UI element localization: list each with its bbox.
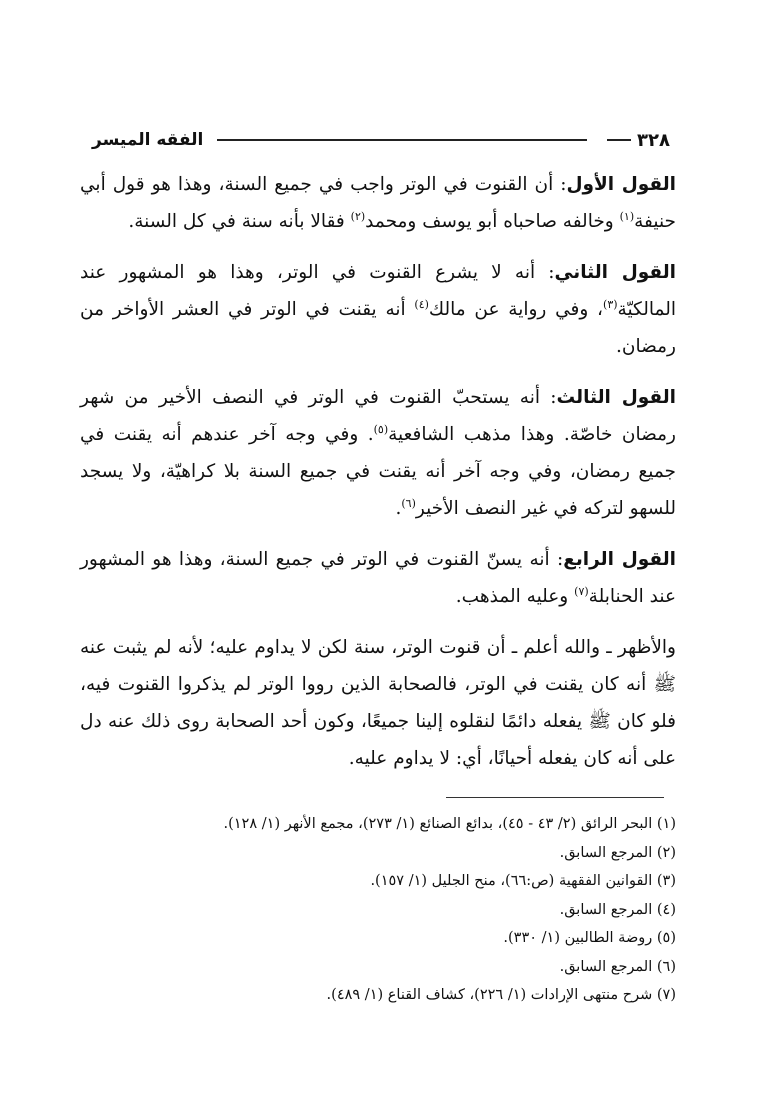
footnote: (٣) القوانين الفقهية (ص:٦٦)، منح الجليل (١/ ١٥٧). [370,873,676,889]
opinion-label: القول الرابع [563,549,676,570]
footnote-divider [446,797,664,798]
footnote: (٦) المرجع السابق. [559,958,676,975]
footnote: (٧) شرح منتهى الإرادات (١/ ٢٢٦)، كشاف القناع (١/ ٤٨٩). [326,987,676,1003]
footnote-ref: (٤) [414,297,429,311]
main-text [80,166,676,791]
footnote-ref: (٢) [350,209,366,223]
page-number: ٣٢٨ [637,129,670,151]
footnote: (٤) المرجع السابق. [559,901,676,918]
footnotes [90,810,676,1010]
header-rule-short [607,139,631,141]
footnote-ref: (٧) [574,584,589,598]
opinion-label: القول الأول [566,174,676,195]
footnote: (١) البحر الرائق (٢/ ٤٣ - ٤٥)، بدائع الصنائع (١/ ٢٧٣)، مجمع الأنهر (١/ ١٢٨). [223,816,676,832]
footnote-ref: (٦) [401,496,416,510]
header-rule [217,139,587,141]
paragraph-second-opinion: القول الثاني: أنه لا يشرع القنوت في الوتر، وهذا هو المشهور عند المالكيّة$^{(٣)}$، وفي رواية عن مالك$^{(٤)}$ أنه يقنت في الوتر في العشر الأواخر من رمضان. [80,262,676,357]
opinion-label: القول الثالث [556,387,676,408]
footnote: (٢) المرجع السابق. [559,844,676,861]
footnote: (٥) روضة الطالبين (١/ ٣٣٠). [503,930,676,946]
page-header [92,126,670,154]
paragraph-first-opinion: القول الأول: أن القنوت في الوتر واجب في جميع السنة، وهذا هو قول أبي حنيفة$^{(١)}$ وخالفه صاحباه أبو يوسف ومحمد$^{(٢)}$ فقالا بأنه سنة في كل السنة. [80,174,676,232]
opinion-label: القول الثاني [554,262,676,283]
footnote-ref: (٣) [603,297,618,311]
paragraph-conclusion: والأظهر ـ والله أعلم ـ أن قنوت الوتر، سنة لكن لا يداوم عليه؛ لأنه لم يثبت عنه ﷺ أنه كان يقنت في الوتر، فالصحابة الذين رووا الوتر لم يذكروا القنوت فيه، فلو كان ﷺ يفعله دائمًا لنقلوه إلينا جميعًا، وكون أحد الصحابة روى ذلك عنه دل على أنه كان يفعله أحيانًا، أي: لا يداوم عليه. [80,637,676,769]
paragraph-third-opinion: القول الثالث: أنه يستحبّ القنوت في الوتر في النصف الأخير من شهر رمضان خاصّة. وهذا مذهب الشافعية$^{(٥)}$. وفي وجه آخر عندهم أنه يقنت في جميع رمضان، وفي وجه آخر أنه يقنت في جميع السنة بلا كراهيّة، ولا يسجد للسهو لتركه في غير النصف الأخير$^{(٦)}$. [80,387,676,519]
book-title: الفقه الميسر [92,130,204,150]
footnote-ref: (٥) [373,422,389,436]
paragraph-fourth-opinion: القول الرابع: أنه يسنّ القنوت في الوتر في جميع السنة، وهذا هو المشهور عند الحنابلة$^{(٧)}$ وعليه المذهب. [80,549,676,607]
footnote-ref: (١) [619,209,635,223]
